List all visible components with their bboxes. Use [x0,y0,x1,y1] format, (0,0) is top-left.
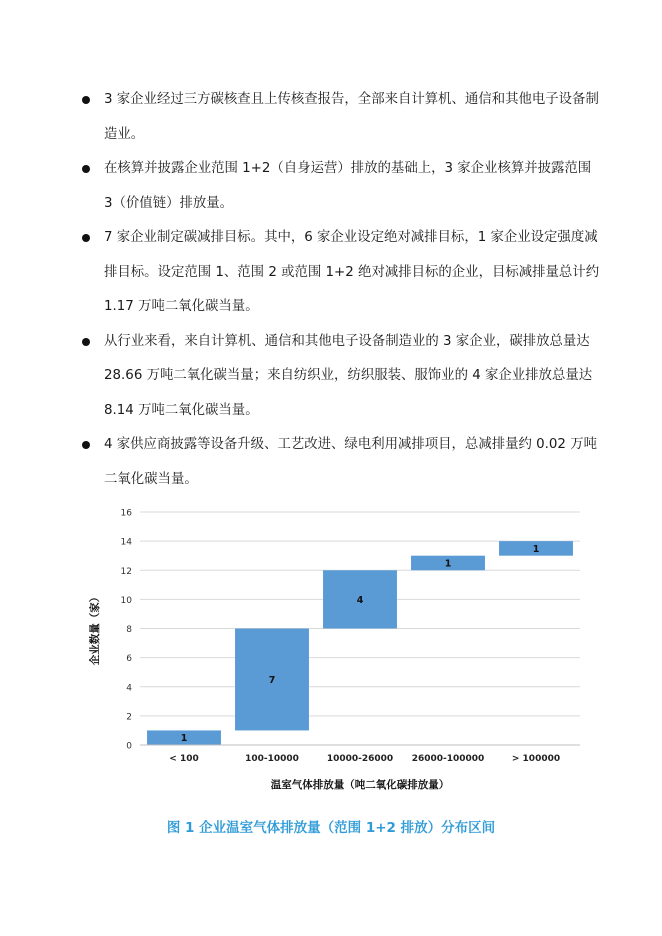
bullet-text: 在核算并披露企业范围 1+2（自身运营）排放的基础上，3 家企业核算并披露范围 3（价值链）排放量。 [104,161,592,211]
data-label: 7 [268,674,276,686]
y-tick-label: 12 [120,566,132,577]
data-label: 4 [356,594,364,606]
y-tick-label: 16 [120,508,132,519]
y-tick-label: 8 [126,625,132,635]
bullet-text: 3 家企业经过三方碳核查且上传核查报告，全部来自计算机、通信和其他电子设备制造业。 [104,92,599,142]
bullet-item [82,83,602,152]
bullet-item [82,221,602,325]
data-label: 1 [532,543,540,555]
y-tick-label: 14 [120,537,132,548]
bullet-item [82,428,602,497]
data-label: 1 [444,558,452,570]
bullet-text: 从行业来看，来自计算机、通信和其他电子设备制造业的 3 家企业，碳排放总量达 28.66 万吨二氧化碳当量；来自纺织业，纺织服装、服饰业的 4 家企业排放总量达 8.14 万吨二氧化碳当量。 [104,333,593,418]
bullet-item [82,152,602,221]
bullet-list [82,83,602,497]
bullet-item [82,325,602,429]
x-tick-label: < 100 [169,754,199,764]
y-axis-title: 企业数量（家） [89,591,101,666]
x-tick-label: > 100000 [511,754,561,764]
bullet-text: 7 家企业制定碳减排目标。其中，6 家企业设定绝对减排目标，1 家企业设定强度减排目标。设定范围 1、范围 2 或范围 1+2 绝对减排目标的企业，目标减排量总计约 1.17 万吨二氧化碳当量。 [104,230,600,314]
x-tick-label: 10000-26000 [326,754,394,764]
figure-caption: 图 1 企业温室气体排放量（范围 1+2 排放）分布区间 [166,820,496,836]
bullet-text: 4 家供应商披露等设备升级、工艺改进、绿电利用减排项目，总减排量约 0.02 万吨二氧化碳当量。 [104,437,597,487]
chart-svg [80,500,590,800]
bullet-dot-icon [82,96,90,104]
y-tick-label: 0 [126,741,132,752]
y-tick-label: 6 [126,654,132,665]
y-tick-label: 10 [120,595,132,606]
waterfall-chart [80,500,590,800]
x-axis-title: 温室气体排放量（吨二氧化碳排放量） [270,779,450,791]
x-tick-label: 100-10000 [245,754,299,764]
bullet-dot-icon [82,165,90,173]
x-tick-label: 26000-100000 [411,754,485,764]
bullet-dot-icon [82,441,90,449]
data-label: 1 [180,733,188,745]
y-tick-label: 4 [126,683,132,694]
bullet-dot-icon [82,234,90,242]
bullet-dot-icon [82,338,90,346]
y-tick-label: 2 [126,712,132,723]
